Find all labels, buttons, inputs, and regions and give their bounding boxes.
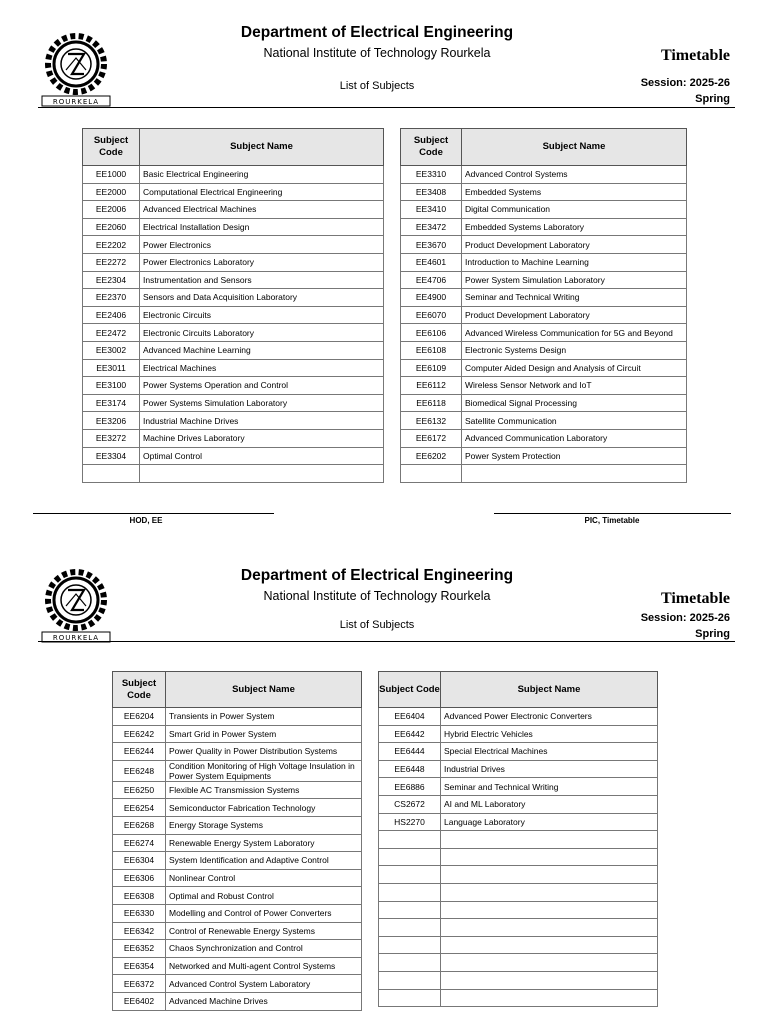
subject-code-cell: EE4706 [401, 271, 462, 289]
department-title: Department of Electrical Engineering [240, 567, 514, 584]
subject-code-cell: EE6448 [379, 760, 441, 778]
table-row [83, 306, 384, 324]
subject-name-cell: Semiconductor Fabrication Technology [166, 799, 362, 817]
table-row [379, 919, 658, 937]
subject-name-cell: Advanced Electrical Machines [140, 201, 384, 219]
subject-name-cell [441, 954, 658, 972]
table-row [401, 201, 687, 219]
subject-name-cell: Optimal Control [140, 447, 384, 465]
table-row [113, 708, 362, 726]
semester-label: Spring [695, 628, 730, 640]
institute-name: National Institute of Technology Rourkela [263, 589, 491, 603]
subject-name-cell: Embedded Systems Laboratory [462, 218, 687, 236]
table-row [83, 218, 384, 236]
subjects-table-right [400, 128, 687, 483]
table-row [401, 324, 687, 342]
header-divider [38, 107, 735, 108]
table-row [379, 813, 658, 831]
subject-name-cell: Basic Electrical Engineering [140, 166, 384, 184]
subject-code-cell: EE3272 [83, 429, 140, 447]
table-row [379, 831, 658, 849]
subject-code-cell: EE3304 [83, 447, 140, 465]
table-row [113, 760, 362, 781]
table-row [83, 377, 384, 395]
subject-code-cell [379, 971, 441, 989]
subject-name-cell: Smart Grid in Power System [166, 725, 362, 743]
subject-code-cell: EE6250 [113, 781, 166, 799]
header-divider [38, 641, 735, 642]
table-row [83, 253, 384, 271]
timetable-label: Timetable [660, 47, 730, 64]
subject-name-cell [462, 465, 687, 483]
table-row [379, 971, 658, 989]
pic-signature-label: PIC, Timetable [584, 516, 640, 525]
subject-code-cell: EE2202 [83, 236, 140, 254]
table-row [113, 957, 362, 975]
table-row [113, 725, 362, 743]
table-row [401, 447, 687, 465]
subject-name-cell: Power Electronics Laboratory [140, 253, 384, 271]
subject-name-cell: Electronic Circuits Laboratory [140, 324, 384, 342]
table-row [401, 341, 687, 359]
subject-code-cell: EE6242 [113, 725, 166, 743]
table-row [379, 936, 658, 954]
subject-code-cell: EE2000 [83, 183, 140, 201]
subject-name-cell: Seminar and Technical Writing [441, 778, 658, 796]
subject-name-cell: Networked and Multi-agent Control Systems [166, 957, 362, 975]
subject-name-cell: Energy Storage Systems [166, 816, 362, 834]
table-row [379, 743, 658, 761]
list-title: List of Subjects [339, 619, 415, 631]
table-row [401, 183, 687, 201]
subject-code-cell: HS2270 [379, 813, 441, 831]
table-row [83, 412, 384, 430]
subject-name-cell: Language Laboratory [441, 813, 658, 831]
subject-name-cell: Seminar and Technical Writing [462, 289, 687, 307]
table-row [379, 725, 658, 743]
subject-code-cell: EE6402 [113, 992, 166, 1010]
signature-line-right [494, 513, 731, 514]
subject-name-cell [441, 848, 658, 866]
subject-name-cell: Industrial Machine Drives [140, 412, 384, 430]
table-row [379, 778, 658, 796]
subject-code-cell: EE3670 [401, 236, 462, 254]
subject-code-cell: EE6342 [113, 922, 166, 940]
subject-code-cell: EE2406 [83, 306, 140, 324]
table-row [379, 989, 658, 1007]
subject-code-cell: EE3174 [83, 394, 140, 412]
subject-code-cell: EE3100 [83, 377, 140, 395]
table-row [113, 869, 362, 887]
table-row [401, 465, 687, 483]
subject-name-cell [441, 971, 658, 989]
subject-name-cell: Transients in Power System [166, 708, 362, 726]
table-row [113, 852, 362, 870]
subject-name-cell: Advanced Machine Learning [140, 341, 384, 359]
subject-name-cell: Advanced Power Electronic Converters [441, 708, 658, 726]
subject-name-cell: Power System Simulation Laboratory [462, 271, 687, 289]
session-label: Session: 2025-26 [640, 77, 730, 89]
subject-name-cell: Sensors and Data Acquisition Laboratory [140, 289, 384, 307]
subject-code-cell [379, 831, 441, 849]
subject-name-cell: Flexible AC Transmission Systems [166, 781, 362, 799]
subject-code-cell: EE6442 [379, 725, 441, 743]
subject-name-cell: Power Quality in Power Distribution Systems [166, 743, 362, 761]
subject-name-cell: Electrical Machines [140, 359, 384, 377]
table-row [83, 201, 384, 219]
subject-code-cell: EE6308 [113, 887, 166, 905]
subject-code-cell [379, 901, 441, 919]
subject-code-cell [379, 883, 441, 901]
table-row [83, 271, 384, 289]
subject-code-cell: EE1000 [83, 166, 140, 184]
subject-name-cell: Computer Aided Design and Analysis of Circuit [462, 359, 687, 377]
subject-code-cell: EE4900 [401, 289, 462, 307]
nit-rourkela-logo-icon [38, 30, 114, 108]
subject-name-header: Subject Name [441, 672, 658, 708]
table-row [83, 183, 384, 201]
subject-code-cell [83, 465, 140, 483]
subject-code-cell: EE2370 [83, 289, 140, 307]
subject-code-cell: EE6109 [401, 359, 462, 377]
table-row [401, 377, 687, 395]
subject-name-cell: Chaos Synchronization and Control [166, 940, 362, 958]
subject-name-cell: Modelling and Control of Power Converters [166, 904, 362, 922]
table-row [379, 848, 658, 866]
table-row [401, 289, 687, 307]
subject-name-cell: Advanced Machine Drives [166, 992, 362, 1010]
semester-label: Spring [695, 93, 730, 105]
subject-name-cell: Electrical Installation Design [140, 218, 384, 236]
subject-code-cell: EE6070 [401, 306, 462, 324]
subject-code-cell: EE2472 [83, 324, 140, 342]
subject-code-cell: EE3206 [83, 412, 140, 430]
subject-code-cell: EE2304 [83, 271, 140, 289]
subject-code-cell: EE6248 [113, 760, 166, 781]
table-row [83, 394, 384, 412]
table-row [379, 795, 658, 813]
table-row [113, 887, 362, 905]
list-title: List of Subjects [339, 80, 415, 92]
table-row [113, 799, 362, 817]
institute-name: National Institute of Technology Rourkela [263, 46, 491, 60]
table-row [379, 883, 658, 901]
table-row [113, 781, 362, 799]
table-row [401, 166, 687, 184]
subject-code-cell [379, 936, 441, 954]
subject-code-header: Subject Code [379, 672, 441, 708]
table-row [113, 922, 362, 940]
table-row [83, 465, 384, 483]
table-row [379, 708, 658, 726]
table-row [83, 324, 384, 342]
subject-name-cell [441, 936, 658, 954]
table-row [83, 289, 384, 307]
subject-code-cell: EE6352 [113, 940, 166, 958]
subject-code-cell: EE6118 [401, 394, 462, 412]
table-row [83, 447, 384, 465]
subject-code-cell: EE6108 [401, 341, 462, 359]
subject-name-cell: Advanced Control Systems [462, 166, 687, 184]
subject-name-cell: Power Electronics [140, 236, 384, 254]
svg-text:ROURKELA: ROURKELA [52, 98, 100, 106]
table-row [113, 992, 362, 1010]
table-row [401, 218, 687, 236]
subject-code-cell: EE6254 [113, 799, 166, 817]
signature-line-left [33, 513, 274, 514]
subject-code-cell: EE3410 [401, 201, 462, 219]
subject-code-cell: CS2672 [379, 795, 441, 813]
subject-code-cell [379, 989, 441, 1007]
subject-code-cell: EE6372 [113, 975, 166, 993]
subject-code-cell: EE3408 [401, 183, 462, 201]
subjects-table-left [112, 671, 362, 1011]
subject-name-cell: Computational Electrical Engineering [140, 183, 384, 201]
table-row [401, 394, 687, 412]
subject-code-cell: EE6444 [379, 743, 441, 761]
subject-code-cell: EE6106 [401, 324, 462, 342]
table-row [401, 253, 687, 271]
table-row [379, 954, 658, 972]
subject-name-cell: Product Development Laboratory [462, 236, 687, 254]
table-row [379, 901, 658, 919]
subject-code-cell: EE2006 [83, 201, 140, 219]
subject-name-cell: Biomedical Signal Processing [462, 394, 687, 412]
subject-name-header: Subject Name [140, 129, 384, 166]
subject-name-cell: Control of Renewable Energy Systems [166, 922, 362, 940]
table-row [401, 306, 687, 324]
subject-code-cell: EE6244 [113, 743, 166, 761]
subject-code-cell: EE6886 [379, 778, 441, 796]
table-row [83, 236, 384, 254]
subject-code-cell: EE6112 [401, 377, 462, 395]
subject-name-cell: Power Systems Simulation Laboratory [140, 394, 384, 412]
subject-name-cell: Product Development Laboratory [462, 306, 687, 324]
table-row [113, 834, 362, 852]
subject-name-cell: Wireless Sensor Network and IoT [462, 377, 687, 395]
subject-code-cell [379, 919, 441, 937]
subject-name-cell [441, 989, 658, 1007]
table-row [401, 412, 687, 430]
subject-code-cell: EE6132 [401, 412, 462, 430]
svg-text:ROURKELA: ROURKELA [52, 634, 100, 642]
subject-code-cell [379, 954, 441, 972]
subject-code-cell: EE2272 [83, 253, 140, 271]
subjects-table-right [378, 671, 658, 1007]
table-row [113, 743, 362, 761]
table-row [83, 166, 384, 184]
subject-code-cell: EE6304 [113, 852, 166, 870]
subject-name-cell: Introduction to Machine Learning [462, 253, 687, 271]
subjects-table-left [82, 128, 384, 483]
subject-name-cell: Hybrid Electric Vehicles [441, 725, 658, 743]
subject-name-cell: Nonlinear Control [166, 869, 362, 887]
subject-name-cell: Digital Communication [462, 201, 687, 219]
subject-name-cell: Satellite Communication [462, 412, 687, 430]
table-row [113, 940, 362, 958]
subject-code-cell: EE3011 [83, 359, 140, 377]
subject-code-cell [401, 465, 462, 483]
table-row [83, 341, 384, 359]
subject-code-cell: EE6204 [113, 708, 166, 726]
subject-code-cell: EE3310 [401, 166, 462, 184]
session-label: Session: 2025-26 [640, 612, 730, 624]
table-row [401, 271, 687, 289]
subject-name-cell: Special Electrical Machines [441, 743, 658, 761]
subject-name-cell: AI and ML Laboratory [441, 795, 658, 813]
table-row [401, 359, 687, 377]
subject-code-header: Subject Code [83, 129, 140, 166]
subject-code-cell: EE6404 [379, 708, 441, 726]
subject-code-cell: EE4601 [401, 253, 462, 271]
subject-code-header: Subject Code [401, 129, 462, 166]
table-row [379, 760, 658, 778]
subject-name-cell [441, 901, 658, 919]
subject-code-cell: EE6330 [113, 904, 166, 922]
subject-code-cell: EE6268 [113, 816, 166, 834]
subject-name-cell: Advanced Wireless Communication for 5G and Beyond [462, 324, 687, 342]
subject-code-header: Subject Code [113, 672, 166, 708]
subject-name-cell: Electronic Systems Design [462, 341, 687, 359]
table-row [113, 975, 362, 993]
subject-code-cell: EE6274 [113, 834, 166, 852]
subject-name-cell [441, 831, 658, 849]
subject-code-cell [379, 866, 441, 884]
table-row [113, 904, 362, 922]
table-row [401, 236, 687, 254]
subject-name-header: Subject Name [462, 129, 687, 166]
subject-name-cell: Machine Drives Laboratory [140, 429, 384, 447]
subject-code-cell: EE3472 [401, 218, 462, 236]
subject-name-cell: Advanced Communication Laboratory [462, 429, 687, 447]
subject-name-cell: Industrial Drives [441, 760, 658, 778]
subject-name-cell: System Identification and Adaptive Control [166, 852, 362, 870]
subject-name-cell: Power Systems Operation and Control [140, 377, 384, 395]
subject-code-cell: EE6202 [401, 447, 462, 465]
hod-signature-label: HOD, EE [129, 516, 163, 525]
table-row [401, 429, 687, 447]
subject-code-cell: EE6172 [401, 429, 462, 447]
subject-code-cell [379, 848, 441, 866]
subject-code-cell: EE6354 [113, 957, 166, 975]
subject-name-cell: Power System Protection [462, 447, 687, 465]
subject-code-cell: EE6306 [113, 869, 166, 887]
subject-name-cell: Condition Monitoring of High Voltage Insulation in Power System Equipments [166, 760, 362, 781]
subject-name-cell [441, 866, 658, 884]
table-row [83, 359, 384, 377]
table-row [113, 816, 362, 834]
department-title: Department of Electrical Engineering [240, 24, 514, 41]
table-row [83, 429, 384, 447]
subject-name-cell [441, 919, 658, 937]
subject-name-cell: Optimal and Robust Control [166, 887, 362, 905]
table-row [379, 866, 658, 884]
subject-name-cell: Electronic Circuits [140, 306, 384, 324]
subject-code-cell: EE2060 [83, 218, 140, 236]
subject-name-cell [140, 465, 384, 483]
subject-name-header: Subject Name [166, 672, 362, 708]
subject-name-cell: Embedded Systems [462, 183, 687, 201]
subject-name-cell: Renewable Energy System Laboratory [166, 834, 362, 852]
subject-name-cell: Instrumentation and Sensors [140, 271, 384, 289]
subject-code-cell: EE3002 [83, 341, 140, 359]
subject-name-cell: Advanced Control System Laboratory [166, 975, 362, 993]
nit-rourkela-logo-icon [38, 566, 114, 644]
subject-name-cell [441, 883, 658, 901]
timetable-label: Timetable [660, 590, 730, 607]
